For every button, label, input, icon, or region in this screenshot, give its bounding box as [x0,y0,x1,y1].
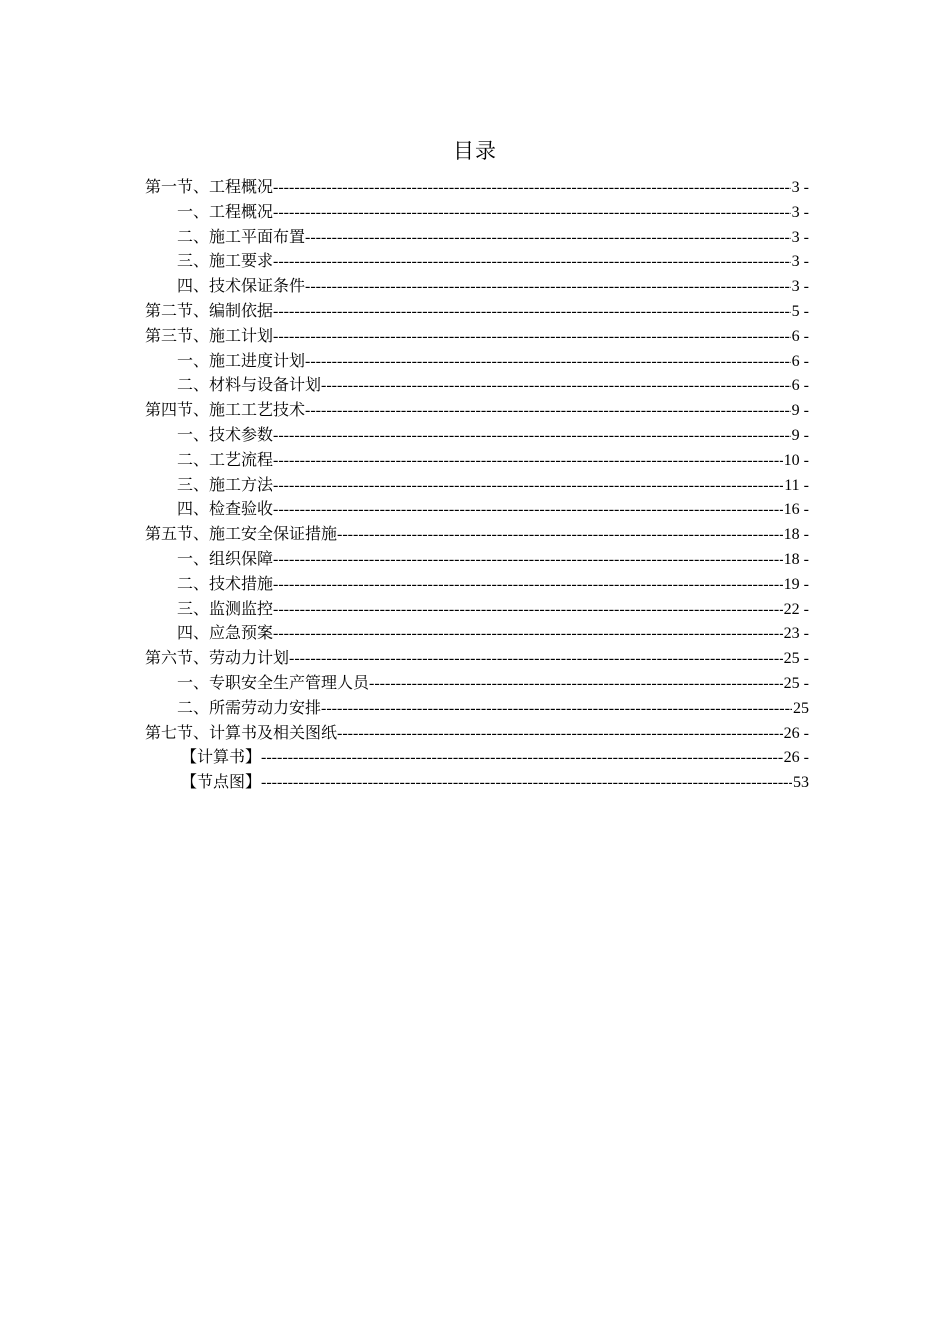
toc-entry[interactable] [145,274,809,299]
toc-entry[interactable] [145,175,809,200]
toc-entry[interactable] [145,770,809,795]
toc-entry-page: 26 - [783,724,809,742]
toc-leader-dots [273,498,783,522]
toc-entry-page: 3 - [791,179,809,196]
toc-entry-page: 18 - [783,550,809,568]
toc-entry[interactable] [145,473,809,498]
toc-entry-page: 6 - [791,327,809,345]
toc-entry[interactable] [145,497,809,522]
toc-leader-dots [305,399,791,423]
toc-leader-dots [305,275,791,299]
toc-entry-page: 25 - [783,674,809,692]
toc-entry-label: 三、监测监控 [177,598,274,618]
toc-entry-page: 10 - [783,451,809,469]
toc-entry[interactable] [145,299,809,324]
toc-entry-label: 一、技术参数 [177,424,274,444]
toc-entry-label: 二、材料与设备计划 [177,375,322,395]
toc-entry-page: 53 [793,774,809,792]
toc-leader-dots [305,350,791,374]
toc-entry[interactable] [145,721,809,746]
table-of-contents [145,175,809,795]
toc-entry[interactable] [145,745,809,770]
toc-entry-page: 23 - [783,625,809,643]
toc-entry-label: 第三节、施工计划 [145,325,274,345]
toc-entry-page: 6 - [791,377,809,395]
toc-leader-dots [273,548,783,572]
toc-leader-dots [273,598,783,622]
toc-leader-dots [337,722,783,746]
toc-entry-page: 5 - [791,302,809,320]
toc-leader-dots [273,176,791,200]
toc-entry-page: 3 - [791,228,809,246]
toc-leader-dots [273,325,791,349]
toc-entry-page: 3 - [791,253,809,271]
toc-entry[interactable] [145,349,809,374]
toc-leader-dots [273,424,791,448]
toc-entry-page: 9 - [791,402,809,420]
toc-entry-page: 3 - [791,278,809,296]
toc-entry-page: 25 - [783,650,809,668]
toc-entry[interactable] [145,621,809,646]
toc-entry[interactable] [145,423,809,448]
toc-entry[interactable] [145,646,809,671]
toc-entry-label: 【节点图】 [181,772,262,792]
toc-entry-page: 18 - [783,526,809,544]
toc-entry[interactable] [145,547,809,572]
toc-leader-dots [273,449,783,473]
toc-leader-dots [273,622,783,646]
toc-entry-label: 第五节、施工安全保证措施 [145,524,338,544]
toc-entry-label: 一、专职安全生产管理人员 [177,672,370,692]
toc-entry-label: 三、施工要求 [177,251,274,271]
toc-leader-dots [321,374,791,398]
toc-entry[interactable] [145,522,809,547]
toc-entry-label: 四、应急预案 [177,623,274,643]
toc-entry-page: 11 - [784,476,809,494]
toc-entry[interactable] [145,225,809,250]
toc-entry-label: 第四节、施工工艺技术 [145,400,306,420]
toc-entry-label: 一、工程概况 [177,201,274,221]
toc-leader-dots [273,201,791,225]
toc-entry-label: 三、施工方法 [177,474,274,494]
toc-entry-label: 二、工艺流程 [177,449,274,469]
toc-entry[interactable] [145,324,809,349]
toc-entry[interactable] [145,572,809,597]
toc-leader-dots [337,523,783,547]
toc-entry[interactable] [145,398,809,423]
toc-entry-label: 第二节、编制依据 [145,300,274,320]
toc-entry-label: 四、技术保证条件 [177,276,306,296]
toc-entry-page: 3 - [791,203,809,221]
toc-entry-page: 19 - [783,575,809,593]
toc-leader-dots [273,300,791,324]
toc-leader-dots [261,746,783,770]
toc-entry-page: 26 - [783,749,809,767]
toc-entry-label: 二、技术措施 [177,573,274,593]
toc-leader-dots [321,697,792,721]
toc-leader-dots [289,647,783,671]
toc-entry-label: 一、施工进度计划 [177,350,306,370]
toc-entry-page: 6 - [791,352,809,370]
toc-leader-dots [273,573,783,597]
toc-entry-page: 16 - [783,501,809,519]
toc-leader-dots [305,226,791,250]
toc-entry-label: 第七节、计算书及相关图纸 [145,722,338,742]
toc-entry[interactable] [145,373,809,398]
toc-entry-label: 二、施工平面布置 [177,226,306,246]
toc-leader-dots [261,771,792,795]
toc-entry-page: 22 - [783,600,809,618]
toc-entry[interactable] [145,200,809,225]
toc-entry-page: 9 - [791,426,809,444]
toc-entry-page: 25 [793,699,809,717]
toc-entry[interactable] [145,597,809,622]
toc-entry[interactable] [145,671,809,696]
toc-entry-label: 【计算书】 [181,747,262,767]
toc-entry-label: 二、所需劳动力安排 [177,697,322,717]
toc-leader-dots [369,672,783,696]
toc-entry-label: 四、检查验收 [177,499,274,519]
toc-entry-label: 第一节、工程概况 [145,177,274,196]
toc-entry[interactable] [145,249,809,274]
toc-title: 目录 [453,139,497,163]
toc-entry[interactable] [145,448,809,473]
toc-leader-dots [273,474,783,498]
toc-entry-label: 第六节、劳动力计划 [145,648,290,668]
toc-entry[interactable] [145,696,809,721]
toc-leader-dots [273,250,791,274]
toc-entry-label: 一、组织保障 [177,548,274,568]
